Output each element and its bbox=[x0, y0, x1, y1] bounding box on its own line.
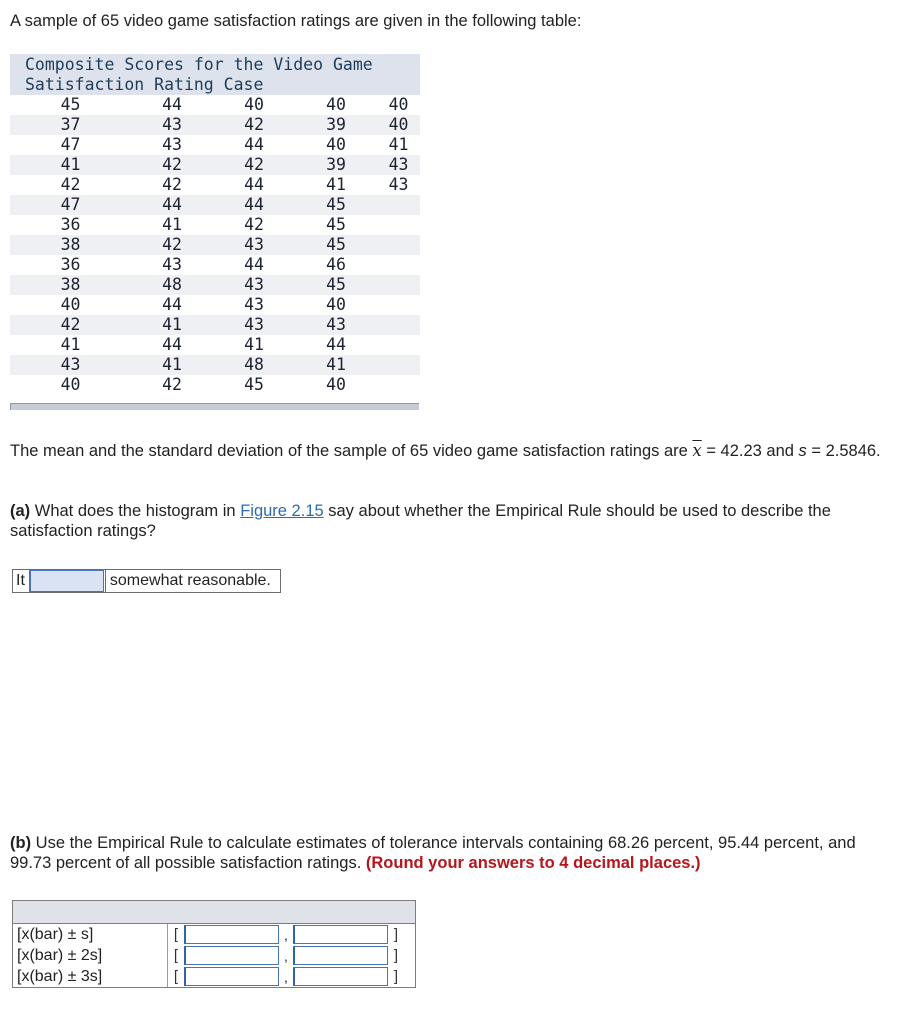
question-b bbox=[10, 833, 900, 873]
table-cell: 43 bbox=[213, 315, 295, 335]
table-cell: 39 bbox=[295, 155, 377, 175]
lower-bound-input[interactable] bbox=[184, 925, 279, 944]
table-row bbox=[10, 355, 420, 375]
xbar-symbol: $\overline{x}$ bbox=[692, 441, 702, 460]
lower-bound-input[interactable] bbox=[184, 967, 279, 986]
table-row bbox=[10, 275, 420, 295]
table-cell: 39 bbox=[295, 115, 377, 135]
question-a-text-2: say about whether the Empirical Rule should be used to describe the satisfaction ratings? bbox=[10, 502, 831, 540]
question-b-label: (b) bbox=[10, 834, 32, 852]
table-cell: 41 bbox=[388, 135, 409, 154]
caption-line-1: Composite Scores for the Video Game bbox=[25, 55, 373, 74]
figure-link[interactable]: Figure 2.15 bbox=[240, 502, 324, 520]
interval-label: [x(bar) ± 2s] bbox=[13, 945, 168, 966]
table-cell: 40 bbox=[326, 375, 346, 394]
table-cell: 45 bbox=[295, 275, 377, 295]
table-row bbox=[10, 235, 420, 255]
close-bracket: ] bbox=[393, 926, 399, 943]
question-a bbox=[10, 501, 900, 541]
table-row bbox=[10, 175, 420, 195]
table-scrollbar[interactable] bbox=[10, 403, 419, 410]
table-row bbox=[10, 295, 420, 315]
interval-row bbox=[13, 966, 415, 987]
table-cell: 40 bbox=[326, 295, 346, 314]
table-cell: 40 bbox=[60, 375, 81, 394]
table-cell: 41 bbox=[60, 335, 81, 354]
table-cell: 42 bbox=[10, 315, 131, 335]
table-cell: 41 bbox=[131, 355, 213, 375]
interval-row bbox=[13, 924, 415, 945]
question-b-text: Use the Empirical Rule to calculate estimates of tolerance intervals containing 68.26 percent, 95.44 percent, and 99.73 percent of all possible satisfaction ratings. bbox=[10, 834, 856, 872]
table-cell: 40 bbox=[244, 95, 264, 114]
interval-label: [x(bar) ± 3s] bbox=[13, 966, 168, 987]
table-row bbox=[10, 135, 420, 155]
table-cell: 41 bbox=[131, 315, 213, 335]
scores-table-body bbox=[10, 95, 420, 395]
table-cell: 44 bbox=[213, 195, 295, 215]
caption-line-2: Satisfaction Rating Case bbox=[25, 75, 264, 94]
table-row bbox=[10, 95, 420, 115]
table-cell: 42 bbox=[131, 235, 213, 255]
interval-label: [x(bar) ± s] bbox=[13, 924, 168, 945]
table-cell: 44 bbox=[131, 195, 213, 215]
table-cell: 41 bbox=[162, 215, 182, 234]
table-cell: 43 bbox=[388, 175, 409, 194]
table-cell: 43 bbox=[162, 255, 182, 274]
question-a-label: (a) bbox=[10, 502, 31, 520]
table-cell: 43 bbox=[244, 295, 264, 314]
table-cell: 44 bbox=[162, 335, 182, 354]
table-row bbox=[10, 255, 420, 275]
table-cell: 44 bbox=[326, 335, 346, 354]
table-cell: 43 bbox=[377, 155, 420, 175]
question-a-text-1: What does the histogram in bbox=[30, 502, 241, 520]
table-cell: 48 bbox=[213, 355, 295, 375]
table-cell bbox=[377, 335, 420, 355]
answer-a-suffix: somewhat reasonable. bbox=[105, 570, 280, 592]
table-cell: 44 bbox=[244, 135, 264, 154]
table-cell: 45 bbox=[295, 195, 377, 215]
table-cell: 42 bbox=[162, 175, 182, 194]
table-cell bbox=[377, 355, 420, 375]
open-bracket: [ bbox=[173, 947, 179, 964]
table-row bbox=[10, 335, 420, 355]
table-cell: 40 bbox=[326, 135, 346, 154]
stats-eq2: = 2.5846. bbox=[806, 442, 881, 460]
table-cell: 43 bbox=[131, 115, 213, 135]
table-row bbox=[10, 115, 420, 135]
table-cell: 44 bbox=[162, 95, 182, 114]
table-cell: 44 bbox=[244, 255, 264, 274]
table-cell: 43 bbox=[162, 135, 182, 154]
table-cell: 47 bbox=[10, 195, 131, 215]
close-bracket: ] bbox=[393, 968, 399, 985]
table-cell: 45 bbox=[60, 95, 81, 114]
answer-a-prefix: It bbox=[13, 570, 30, 592]
stats-eq1: = 42.23 and bbox=[701, 442, 799, 460]
upper-bound-input[interactable] bbox=[293, 925, 388, 944]
table-cell bbox=[377, 295, 420, 315]
stats-lead: The mean and the standard deviation of the sample of 65 video game satisfaction ratings are bbox=[10, 442, 693, 460]
table-cell: 47 bbox=[60, 135, 81, 154]
table-cell: 40 bbox=[388, 95, 409, 114]
table-cell: 45 bbox=[244, 375, 264, 394]
table-cell: 44 bbox=[162, 295, 182, 314]
interval-table-header bbox=[13, 901, 415, 924]
interval-rows bbox=[13, 924, 415, 987]
comma: , bbox=[284, 968, 288, 985]
table-cell: 42 bbox=[213, 115, 295, 135]
upper-bound-input[interactable] bbox=[293, 946, 388, 965]
table-cell: 42 bbox=[131, 155, 213, 175]
table-cell bbox=[377, 275, 420, 295]
table-cell: 46 bbox=[326, 255, 346, 274]
table-cell: 43 bbox=[213, 275, 295, 295]
table-cell: 36 bbox=[60, 255, 81, 274]
table-caption bbox=[10, 54, 420, 95]
interval-table bbox=[12, 900, 416, 988]
table-cell bbox=[377, 195, 420, 215]
table-cell bbox=[377, 235, 420, 255]
stats-paragraph bbox=[10, 441, 900, 461]
table-cell: 37 bbox=[10, 115, 131, 135]
open-bracket: [ bbox=[173, 926, 179, 943]
table-row bbox=[10, 155, 420, 175]
interval-row bbox=[13, 945, 415, 966]
table-row bbox=[10, 315, 420, 335]
table-cell: 44 bbox=[244, 175, 264, 194]
comma: , bbox=[284, 947, 288, 964]
table-cell bbox=[377, 215, 420, 235]
table-cell: 43 bbox=[213, 235, 295, 255]
table-cell: 45 bbox=[326, 215, 346, 234]
table-cell: 42 bbox=[60, 175, 81, 194]
table-cell bbox=[377, 375, 420, 395]
table-cell bbox=[377, 315, 420, 335]
table-cell: 42 bbox=[162, 375, 182, 394]
table-cell: 48 bbox=[131, 275, 213, 295]
table-cell: 45 bbox=[295, 235, 377, 255]
table-cell: 43 bbox=[295, 315, 377, 335]
table-cell: 40 bbox=[60, 295, 81, 314]
upper-bound-input[interactable] bbox=[293, 967, 388, 986]
table-row bbox=[10, 215, 420, 235]
table-cell: 40 bbox=[377, 115, 420, 135]
table-cell: 36 bbox=[60, 215, 81, 234]
table-cell: 38 bbox=[10, 235, 131, 255]
table-cell: 41 bbox=[295, 355, 377, 375]
table-cell: 41 bbox=[10, 155, 131, 175]
intro-text: A sample of 65 video game satisfaction ratings are given in the following table: bbox=[10, 12, 582, 30]
table-cell: 42 bbox=[213, 155, 295, 175]
open-bracket: [ bbox=[173, 968, 179, 985]
s-symbol: s bbox=[798, 442, 807, 460]
close-bracket: ] bbox=[393, 947, 399, 964]
comma: , bbox=[284, 926, 288, 943]
table-row bbox=[10, 375, 420, 395]
table-cell bbox=[377, 255, 420, 275]
table-cell: 42 bbox=[244, 215, 264, 234]
table-cell: 41 bbox=[326, 175, 346, 194]
table-row bbox=[10, 195, 420, 215]
answer-a-dropdown[interactable] bbox=[30, 570, 104, 592]
table-cell: 43 bbox=[10, 355, 131, 375]
table-cell: 41 bbox=[244, 335, 264, 354]
rounding-note: (Round your answers to 4 decimal places.) bbox=[365, 854, 701, 872]
answer-a-row bbox=[12, 569, 281, 593]
table-cell: 38 bbox=[10, 275, 131, 295]
scores-table bbox=[10, 54, 420, 395]
lower-bound-input[interactable] bbox=[184, 946, 279, 965]
table-cell: 40 bbox=[326, 95, 346, 114]
